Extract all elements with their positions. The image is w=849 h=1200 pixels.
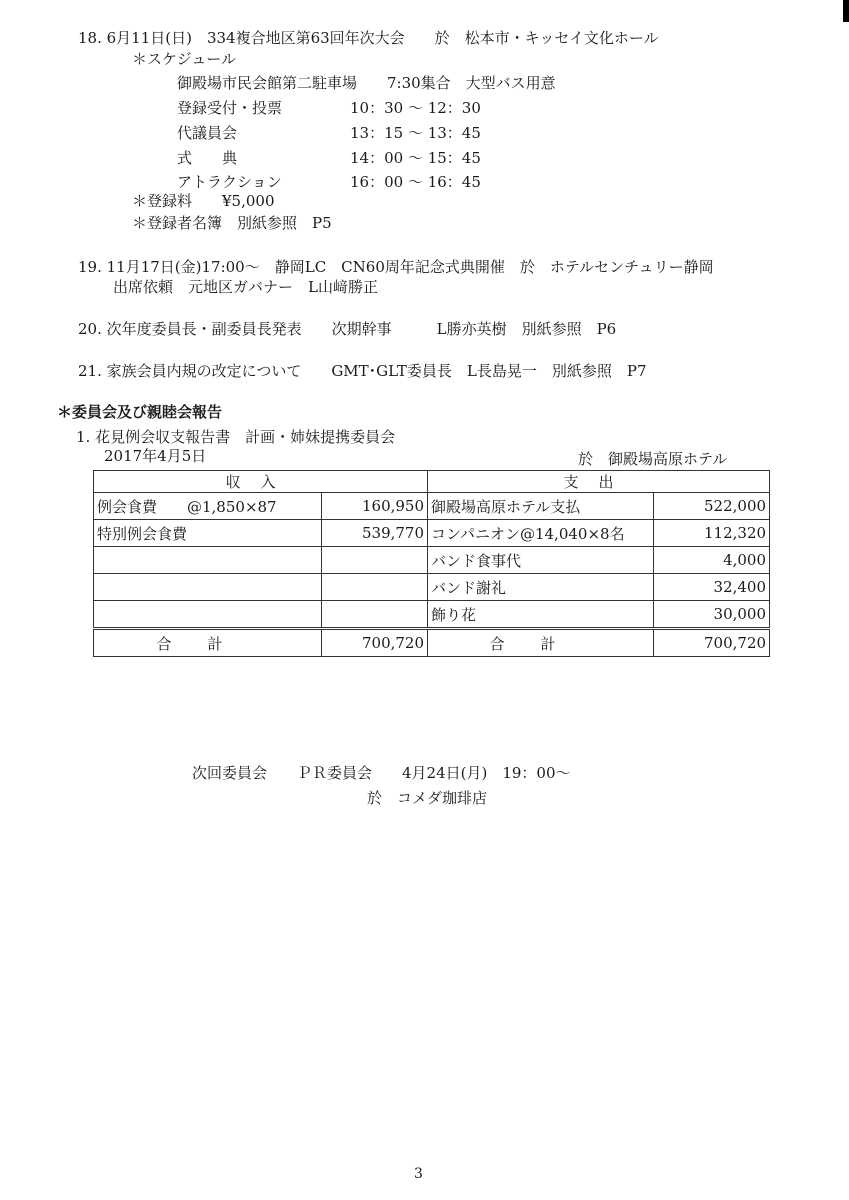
- income-label: 特別例会食費: [94, 520, 322, 547]
- page-number: 3: [414, 1166, 423, 1182]
- income-header: 収入: [94, 471, 428, 493]
- schedule-label: アトラクション: [177, 173, 282, 191]
- expense-label: 飾り花: [428, 601, 654, 629]
- expense-label: コンパニオン@14,040×8名: [428, 520, 654, 547]
- report-heading: ＊委員会及び親睦会報告: [57, 403, 223, 421]
- item-20-line: 20. 次年度委員長・副委員長発表 次期幹事 L勝亦英樹 別紙参照 P6: [78, 320, 617, 338]
- report-subheading: 1. 花見例会収支報告書 計画・姉妹提携委員会: [76, 428, 396, 446]
- income-amount: [322, 547, 428, 574]
- expense-header: 支出: [428, 471, 770, 493]
- income-amount: [322, 601, 428, 629]
- income-label: [94, 547, 322, 574]
- next-meeting-venue: 於 コメダ珈琲店: [367, 789, 488, 807]
- table-total-row: [94, 629, 770, 657]
- table-row: [94, 493, 770, 520]
- income-label: [94, 601, 322, 629]
- expense-amount: 112,320: [654, 520, 770, 547]
- schedule-label: 代議員会: [177, 124, 238, 142]
- schedule-time: 16：00 ～ 16：45: [350, 173, 481, 191]
- table-row: [94, 547, 770, 574]
- income-amount: [322, 574, 428, 601]
- table-row: [94, 601, 770, 629]
- expense-label: バンド謝礼: [428, 574, 654, 601]
- schedule-heading: ＊スケジュール: [132, 50, 237, 68]
- income-label: [94, 574, 322, 601]
- next-meeting-line: 次回委員会 ＰＲ委員会 4月24日(月) 19：00～: [192, 764, 571, 782]
- item-18-line: 18. 6月11日(日) 334複合地区第63回年次大会 於 松本市・キッセイ文化ホール: [78, 29, 659, 47]
- schedule-label: 登録受付・投票: [177, 99, 283, 117]
- expense-label: 御殿場高原ホテル支払: [428, 493, 654, 520]
- registration-fee: ＊登録料 ¥5,000: [132, 192, 275, 210]
- meeting-point: 御殿場市民会館第二駐車場 7:30集合 大型バス用意: [177, 74, 556, 92]
- income-expense-table: [93, 470, 770, 657]
- expense-amount: 32,400: [654, 574, 770, 601]
- item-21-line: 21. 家族会員内規の改定について GMT･GLT委員長 L長島晃一 別紙参照 P7: [78, 362, 647, 380]
- schedule-time: 10：30 ～ 12：30: [350, 99, 481, 117]
- expense-label: バンド食事代: [428, 547, 654, 574]
- income-total-label: 合計: [94, 629, 322, 657]
- schedule-time: 13：15 ～ 13：45: [350, 124, 481, 142]
- expense-amount: 4,000: [654, 547, 770, 574]
- expense-amount: 30,000: [654, 601, 770, 629]
- expense-amount: 522,000: [654, 493, 770, 520]
- expense-total: 700,720: [654, 629, 770, 657]
- report-venue: 於 御殿場高原ホテル: [578, 450, 728, 468]
- income-amount: 160,950: [322, 493, 428, 520]
- income-label: 例会食費 @1,850×87: [94, 493, 322, 520]
- scan-edge-mark: [843, 0, 849, 22]
- report-date: 2017年4月5日: [104, 447, 207, 465]
- item-19-line2: 出席依頼 元地区ガバナー L山﨑勝正: [113, 278, 378, 296]
- schedule-time: 14：00 ～ 15：45: [350, 149, 481, 167]
- table-row: [94, 574, 770, 601]
- item-19-line: 19. 11月17日(金)17:00～ 静岡LC CN60周年記念式典開催 於 ホテルセンチュリー静岡: [78, 258, 714, 276]
- expense-total-label: 合計: [428, 629, 654, 657]
- income-total: 700,720: [322, 629, 428, 657]
- table-header-row: [94, 471, 770, 493]
- schedule-label: 式 典: [177, 149, 238, 167]
- table-row: [94, 520, 770, 547]
- registrant-roster: ＊登録者名簿 別紙参照 P5: [132, 214, 332, 232]
- income-amount: 539,770: [322, 520, 428, 547]
